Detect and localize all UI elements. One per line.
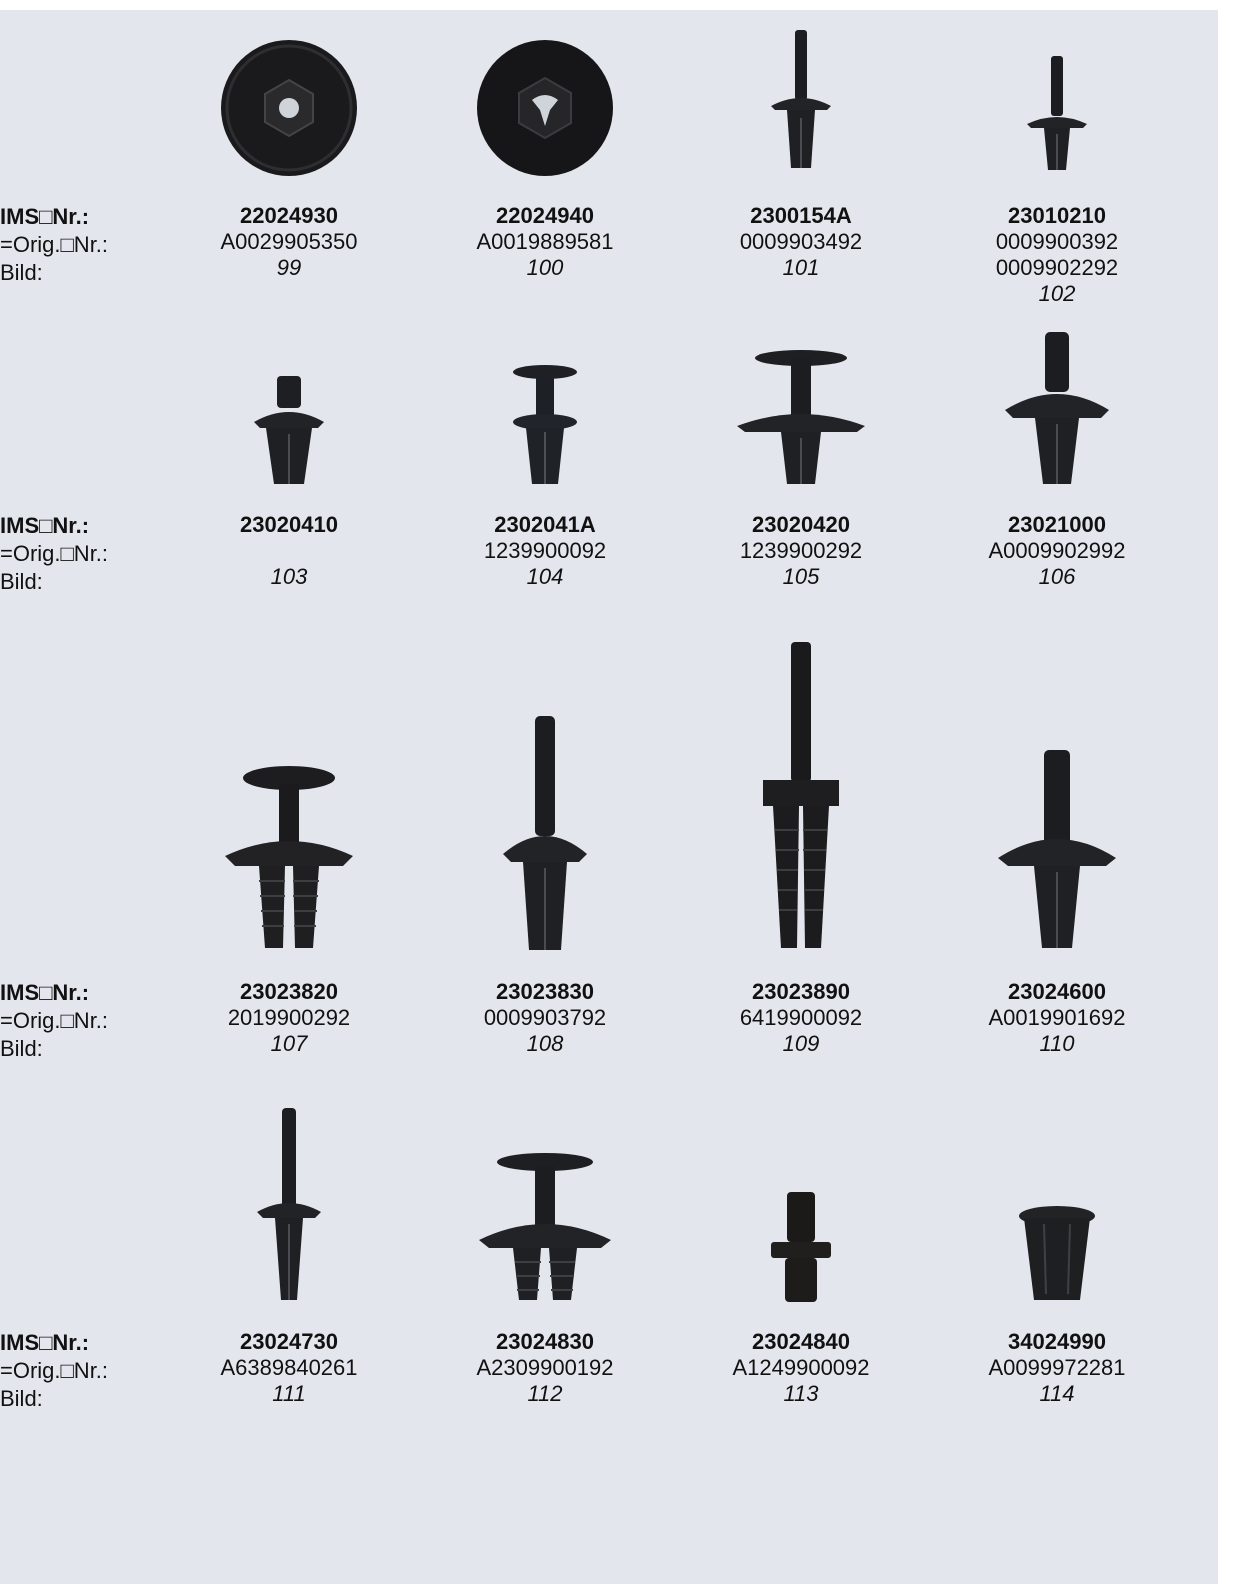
orig-number: A0019901692: [988, 1005, 1126, 1030]
bild-number: 104: [526, 564, 564, 589]
bild-number: 109: [782, 1031, 820, 1056]
catalog-page: [0, 10, 1218, 1584]
push-rivet-icon: [929, 330, 1185, 492]
orig-number: A0099972281: [988, 1355, 1126, 1380]
orig-number: 6419900092: [739, 1005, 863, 1030]
double-flange-clip-icon: [673, 348, 929, 492]
bild-number: 99: [276, 255, 302, 280]
orig-number: 1239900092: [483, 538, 607, 563]
ims-number: 2302041A: [494, 512, 596, 537]
push-rivet-icon: [161, 372, 417, 492]
round-nut-clip-icon: [161, 38, 417, 178]
ims-label: IMS□Nr.:: [0, 1330, 90, 1355]
row-labels: [0, 1329, 108, 1413]
push-rivet-icon: [929, 748, 1185, 956]
bild-number: 108: [526, 1031, 564, 1056]
push-rivet-icon: [161, 1106, 417, 1306]
ims-number: 23020420: [752, 512, 850, 537]
ims-number: 23020410: [240, 512, 338, 537]
bild-number: 113: [783, 1381, 819, 1406]
orig-number: 2019900292: [227, 1005, 351, 1030]
ims-number: 23024830: [496, 1329, 594, 1354]
orig-number: 1239900292: [739, 538, 863, 563]
bild-number: 112: [527, 1381, 563, 1406]
bild-number: 111: [272, 1381, 306, 1406]
row-labels: [0, 203, 108, 287]
push-rivet-icon: [673, 28, 929, 178]
ims-number: 23023830: [496, 979, 594, 1004]
ims-number: 22024940: [496, 203, 594, 228]
ims-label: IMS□Nr.:: [0, 513, 90, 538]
ims-number: 23021000: [1008, 512, 1106, 537]
bild-label: Bild:: [0, 569, 43, 594]
bild-number: 100: [526, 255, 564, 280]
orig-number: [161, 538, 417, 564]
orig-number: A0009902992: [988, 538, 1126, 563]
orig-number: A0019889581: [476, 229, 614, 254]
orig-number: A0029905350: [220, 229, 358, 254]
bild-label: Bild:: [0, 1036, 43, 1061]
row-labels: [0, 979, 108, 1063]
bild-number: 102: [1038, 281, 1076, 306]
push-rivet-icon: [929, 54, 1185, 178]
round-nut-clip-icon: [417, 38, 673, 178]
ims-number: 23023820: [240, 979, 338, 1004]
orig-number: 0009903492: [739, 229, 863, 254]
ims-number: 23024600: [1008, 979, 1106, 1004]
ims-label: IMS□Nr.:: [0, 980, 90, 1005]
ims-number: 2300154A: [750, 203, 852, 228]
orig-label: =Orig.□Nr.:: [0, 1008, 109, 1033]
ims-number: 23010210: [1008, 203, 1106, 228]
ims-number: 23023890: [752, 979, 850, 1004]
ims-number: 23024730: [240, 1329, 338, 1354]
bild-label: Bild:: [0, 1386, 43, 1411]
orig-number: 0009900392: [995, 229, 1119, 254]
bild-number: 107: [270, 1031, 308, 1056]
fir-tree-clip-icon: [161, 766, 417, 956]
orig-number: 0009903792: [483, 1005, 607, 1030]
ims-label: IMS□Nr.:: [0, 204, 90, 229]
bushing-clip-icon: [673, 1190, 929, 1306]
bild-number: 103: [270, 564, 308, 589]
ims-number: 34024990: [1008, 1329, 1106, 1354]
bild-number: 101: [782, 255, 820, 280]
bild-number: 110: [1039, 1031, 1075, 1056]
bild-number: 106: [1038, 564, 1076, 589]
bild-number: 105: [782, 564, 820, 589]
ims-number: 23024840: [752, 1329, 850, 1354]
long-expansion-rivet-icon: [673, 640, 929, 956]
cup-clip-icon: [929, 1204, 1185, 1306]
orig-number: A6389840261: [220, 1355, 358, 1380]
orig-number: A2309900192: [476, 1355, 614, 1380]
fir-tree-clip-icon: [417, 1152, 673, 1306]
orig-label: =Orig.□Nr.:: [0, 541, 109, 566]
bild-number: 114: [1039, 1381, 1075, 1406]
double-flange-clip-icon: [417, 362, 673, 492]
row-labels: [0, 512, 108, 596]
orig-number: 0009902292: [995, 255, 1119, 280]
orig-label: =Orig.□Nr.:: [0, 1358, 109, 1383]
ims-number: 22024930: [240, 203, 338, 228]
push-rivet-icon: [417, 714, 673, 956]
orig-label: =Orig.□Nr.:: [0, 232, 109, 257]
bild-label: Bild:: [0, 260, 43, 285]
orig-number: A1249900092: [732, 1355, 870, 1380]
